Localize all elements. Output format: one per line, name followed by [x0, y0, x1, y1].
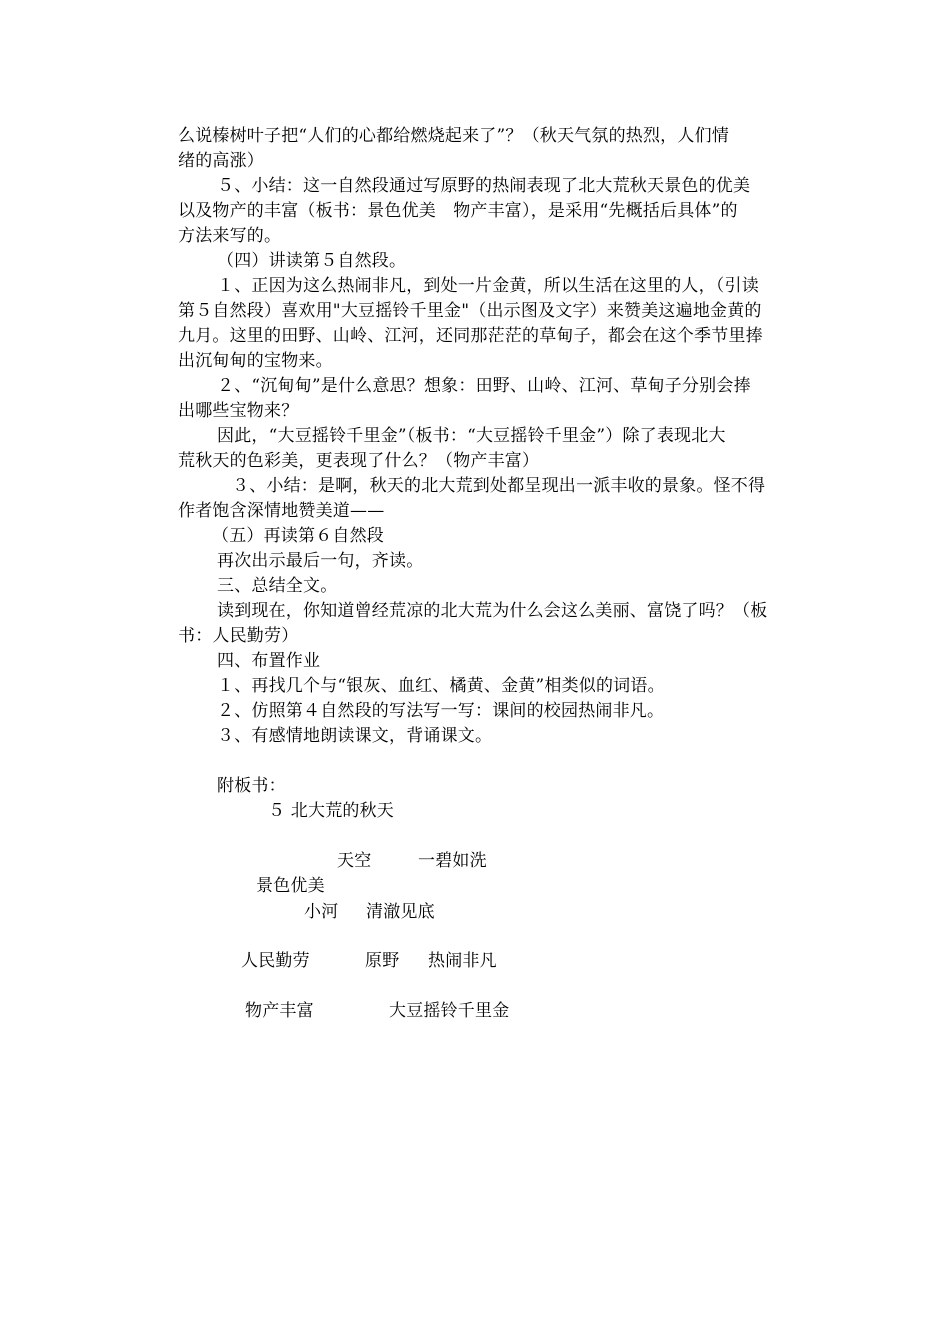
homework-item: ３、有感情地朗读课文，背诵课文。 — [217, 726, 493, 746]
paragraph-line: 出哪些宝物来？ — [178, 401, 299, 421]
paragraph-line: 荒秋天的色彩美，更表现了什么？（物产丰富） — [178, 451, 540, 471]
paragraph-line: 读到现在，你知道曾经荒凉的北大荒为什么会这么美丽、富饶了吗？（板 — [217, 601, 768, 621]
paragraph-line: 九月。这里的田野、山岭、江河，还同那茫茫的草甸子，都会在这个季节里捧 — [178, 326, 763, 346]
paragraph-line: １、正因为这么热闹非凡，到处一片金黄，所以生活在这里的人，（引读 — [217, 276, 759, 296]
paragraph-line: 么说榛树叶子把“人们的心都给燃烧起来了”？（秋天气氛的热烈，人们情 — [178, 126, 729, 146]
homework-item: １、再找几个与“银灰、血红、橘黄、金黄”相类似的词语。 — [217, 676, 665, 696]
paragraph-line: ３、小结：是啊，秋天的北大荒到处都呈现出一派丰收的景象。怪不得 — [232, 476, 766, 496]
board-field: 原野 — [365, 951, 400, 971]
paragraph-line: 绪的高涨） — [178, 151, 264, 171]
board-title: ５ 北大荒的秋天 — [268, 801, 395, 821]
paragraph-line: ５、小结：这一自然段通过写原野的热闹表现了北大荒秋天景色的优美 — [217, 176, 751, 196]
board-soybean: 大豆摇铃千里金 — [389, 1001, 510, 1021]
paragraph-line: 书：人民勤劳） — [178, 626, 299, 646]
board-scenery: 景色优美 — [256, 876, 325, 896]
paragraph-line: 作者饱含深情地赞美道—— — [178, 501, 385, 521]
paragraph-line: 方法来写的。 — [178, 226, 282, 246]
section-heading: 三、总结全文。 — [217, 576, 338, 596]
section-heading: （五）再读第６自然段 — [212, 526, 384, 546]
board-river: 小河 — [304, 902, 339, 922]
board-sky: 天空 — [337, 851, 372, 871]
paragraph-line: 因此，“大豆摇铃千里金”（板书：“大豆摇铃千里金”）除了表现北大 — [217, 426, 726, 446]
board-field-desc: 热闹非凡 — [428, 951, 497, 971]
paragraph-line: 再次出示最后一句，齐读。 — [217, 551, 424, 571]
paragraph-line: 以及物产的丰富（板书：景色优美 物产丰富），是采用“先概括后具体”的 — [178, 201, 738, 221]
board-sky-desc: 一碧如洗 — [418, 851, 487, 871]
board-people: 人民勤劳 — [241, 951, 310, 971]
homework-item: ２、仿照第４自然段的写法写一写：课间的校园热闹非凡。 — [217, 701, 665, 721]
board-river-desc: 清澈见底 — [366, 902, 435, 922]
paragraph-line: ２、“沉甸甸”是什么意思？想象：田野、山岭、江河、草甸子分别会捧 — [217, 376, 751, 396]
board-heading: 附板书： — [217, 776, 286, 796]
paragraph-line: 第５自然段）喜欢用"大豆摇铃千里金"（出示图及文字）来赞美这遍地金黄的 — [178, 301, 762, 321]
board-products: 物产丰富 — [245, 1001, 314, 1021]
section-heading: （四）讲读第５自然段。 — [217, 251, 407, 271]
paragraph-line: 出沉甸甸的宝物来。 — [178, 351, 333, 371]
section-heading: 四、布置作业 — [217, 651, 321, 671]
